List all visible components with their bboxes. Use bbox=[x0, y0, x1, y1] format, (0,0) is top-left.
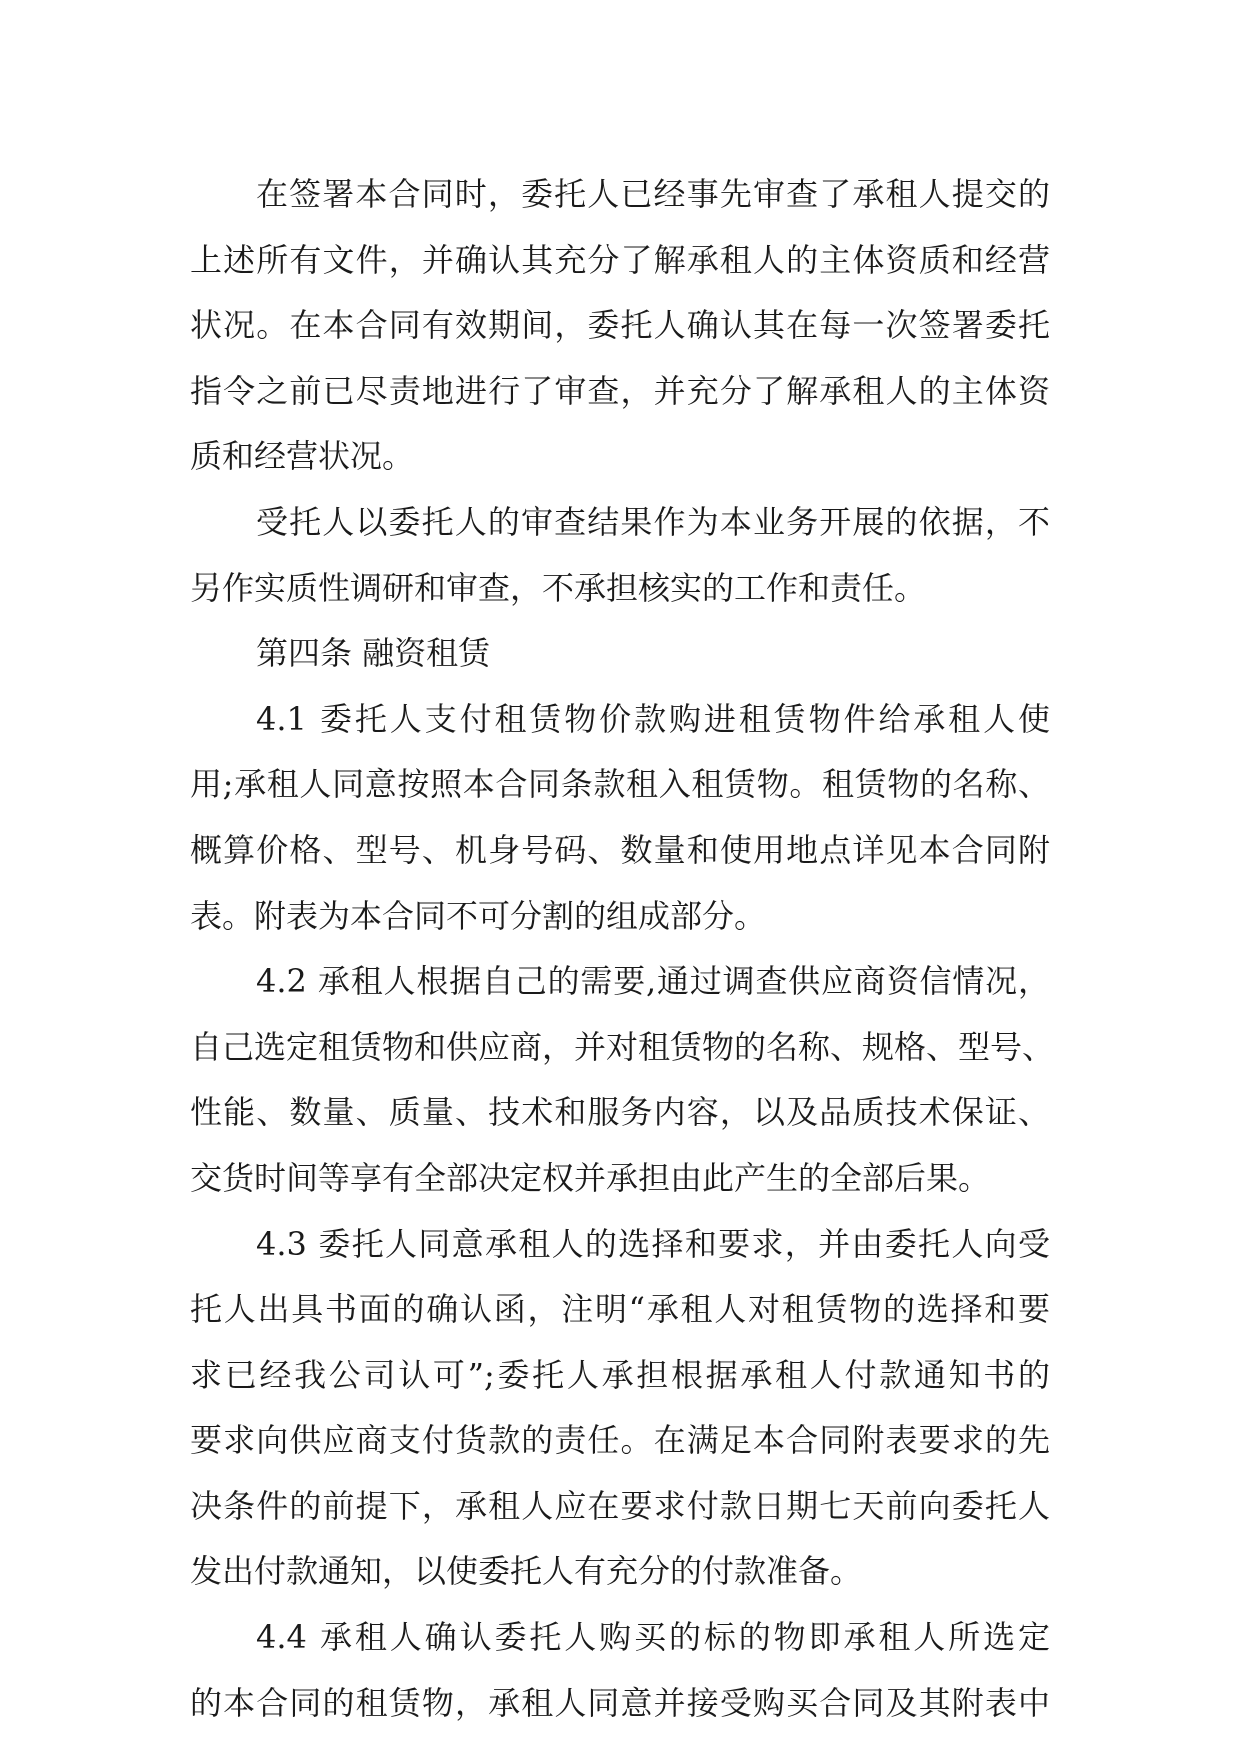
clause-line: 4.1 委托人支付租赁物价款购进租赁物件给承租人使 bbox=[256, 699, 1050, 738]
document-body bbox=[190, 162, 1055, 1736]
clause-line: 托人出具书面的确认函，注明“承租人对租赁物的选择和要 bbox=[190, 1290, 1050, 1329]
clause-line: 求已经我公司认可”;委托人承担根据承租人付款通知书的 bbox=[190, 1355, 1050, 1394]
clause-line: 4.3 委托人同意承租人的选择和要求，并由委托人向受 bbox=[256, 1224, 1050, 1263]
paragraph-line: 在签署本合同时，委托人已经事先审查了承租人提交的 bbox=[256, 175, 1050, 213]
clause-line: 自己选定租赁物和供应商，并对租赁物的名称、规格、型号、 bbox=[190, 1027, 1055, 1066]
clause-line: 表。附表为本合同不可分割的组成部分。 bbox=[190, 896, 767, 935]
section-heading: 第四条 融资租赁 bbox=[256, 634, 491, 673]
paragraph-line: 质和经营状况。 bbox=[190, 437, 415, 476]
paragraph-line: 指令之前已尽责地进行了审查，并充分了解承租人的主体资 bbox=[190, 371, 1050, 410]
clause-line: 4.4 承租人确认委托人购买的标的物即承租人所选定 bbox=[256, 1618, 1050, 1657]
clause-line: 交货时间等享有全部决定权并承担由此产生的全部后果。 bbox=[190, 1158, 991, 1197]
clause-line: 要求向供应商支付货款的责任。在满足本合同附表要求的先 bbox=[190, 1421, 1050, 1460]
clause-line: 用;承租人同意按照本合同条款租入租赁物。租赁物的名称、 bbox=[190, 765, 1050, 804]
clause-line: 概算价格、型号、机身号码、数量和使用地点详见本合同附 bbox=[190, 830, 1050, 869]
clause-line: 的本合同的租赁物，承租人同意并接受购买合同及其附表中 bbox=[190, 1683, 1050, 1722]
paragraph-line: 状况。在本合同有效期间，委托人确认其在每一次签署委托 bbox=[190, 306, 1050, 345]
paragraph-line: 上述所有文件，并确认其充分了解承租人的主体资质和经营 bbox=[190, 240, 1050, 279]
clause-line: 发出付款通知，以使委托人有充分的付款准备。 bbox=[190, 1552, 863, 1591]
clause-line: 决条件的前提下，承租人应在要求付款日期七天前向委托人 bbox=[190, 1486, 1050, 1525]
paragraph-line: 受托人以委托人的审查结果作为本业务开展的依据，不 bbox=[256, 502, 1050, 541]
paragraph-line: 另作实质性调研和审查，不承担核实的工作和责任。 bbox=[190, 568, 927, 607]
clause-line: 4.2 承租人根据自己的需要,通过调查供应商资信情况， bbox=[256, 962, 1050, 1001]
clause-line: 性能、数量、质量、技术和服务内容，以及品质技术保证、 bbox=[190, 1093, 1050, 1132]
